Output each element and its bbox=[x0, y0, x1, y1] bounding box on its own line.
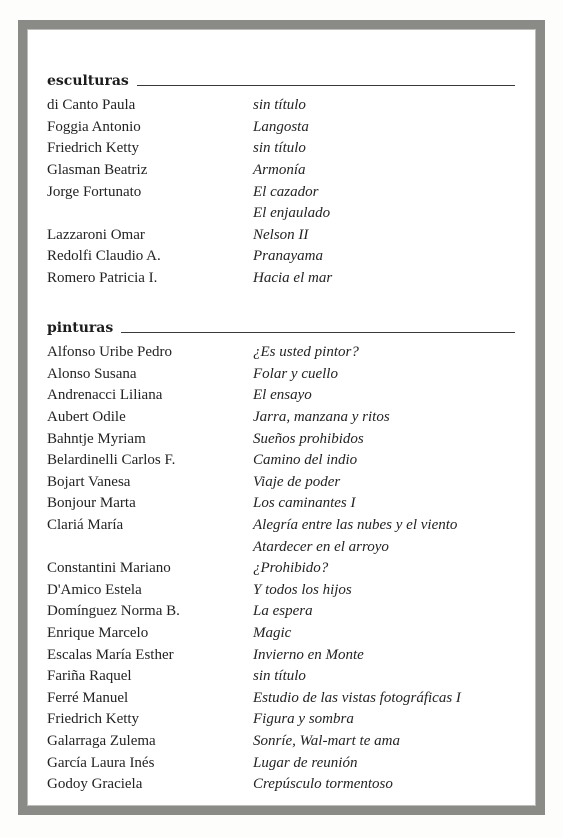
artist-name: Alonso Susana bbox=[47, 365, 137, 382]
entry-row bbox=[47, 117, 515, 139]
entry-row bbox=[47, 364, 515, 386]
section-title: esculturas bbox=[47, 73, 129, 89]
artist-name: Lazzaroni Omar bbox=[47, 226, 145, 243]
artist-name: García Laura Inés bbox=[47, 754, 155, 771]
section-header bbox=[47, 73, 515, 89]
artist-name: Aubert Odile bbox=[47, 409, 126, 426]
artwork-title: Langosta bbox=[253, 118, 309, 135]
entry-row bbox=[47, 536, 515, 558]
entry-list bbox=[47, 95, 515, 289]
entry-row bbox=[47, 601, 515, 623]
entry-row bbox=[47, 138, 515, 160]
artwork-title: Magic bbox=[253, 625, 292, 642]
artist-name: Foggia Antonio bbox=[47, 118, 141, 135]
artwork-title: Crepúsculo tormentoso bbox=[253, 776, 393, 793]
artist-name: D'Amico Estela bbox=[47, 581, 142, 598]
artist-name: Domínguez Norma B. bbox=[47, 603, 180, 620]
artwork-title: ¿Prohibido? bbox=[253, 560, 329, 577]
artwork-title: Atardecer en el arroyo bbox=[253, 538, 389, 555]
artist-name: Godoy Graciela bbox=[47, 776, 143, 793]
artwork-title: Folar y cuello bbox=[253, 365, 338, 382]
entry-row bbox=[47, 203, 515, 225]
section-divider bbox=[121, 332, 515, 333]
artist-name: Romero Patricia I. bbox=[47, 270, 158, 287]
artwork-title: Jarra, manzana y ritos bbox=[253, 409, 390, 426]
artist-name: Ferré Manuel bbox=[47, 689, 129, 706]
entry-row bbox=[47, 515, 515, 537]
entry-row bbox=[47, 752, 515, 774]
artist-name: Friedrich Ketty bbox=[47, 711, 140, 728]
entry-row bbox=[47, 774, 515, 796]
entry-row bbox=[47, 580, 515, 602]
artist-name: di Canto Paula bbox=[47, 97, 136, 114]
artwork-title: Sonríe, Wal-mart te ama bbox=[253, 732, 400, 749]
entry-row bbox=[47, 450, 515, 472]
entry-row bbox=[47, 407, 515, 429]
entry-row bbox=[47, 493, 515, 515]
artist-name: Alfonso Uribe Pedro bbox=[47, 344, 172, 361]
artwork-title: ¿Es usted pintor? bbox=[253, 344, 359, 361]
section-pinturas bbox=[47, 320, 515, 795]
entry-row bbox=[47, 428, 515, 450]
entry-row bbox=[47, 160, 515, 182]
artist-name: Belardinelli Carlos F. bbox=[47, 452, 176, 469]
artwork-title: Nelson II bbox=[253, 226, 309, 243]
artwork-title: Y todos los hijos bbox=[253, 581, 352, 598]
artwork-title: Los caminantes I bbox=[253, 495, 356, 512]
artist-name: Bahntje Myriam bbox=[47, 430, 146, 447]
entry-row bbox=[47, 246, 515, 268]
artist-name: Jorge Fortunato bbox=[47, 183, 142, 200]
entry-row bbox=[47, 688, 515, 710]
section-title: pinturas bbox=[47, 320, 114, 336]
entry-row bbox=[47, 385, 515, 407]
entry-row bbox=[47, 644, 515, 666]
entry-row bbox=[47, 472, 515, 494]
entry-row bbox=[47, 623, 515, 645]
artist-name: Galarraga Zulema bbox=[47, 732, 156, 749]
section-esculturas bbox=[47, 73, 515, 289]
entry-row bbox=[47, 181, 515, 203]
entry-row bbox=[47, 731, 515, 753]
entry-list bbox=[47, 342, 515, 795]
artist-name: Escalas María Esther bbox=[47, 646, 174, 663]
artist-name: Friedrich Ketty bbox=[47, 140, 140, 157]
artwork-title: El enjaulado bbox=[253, 205, 331, 222]
artwork-title: sin título bbox=[253, 97, 306, 114]
entry-row bbox=[47, 558, 515, 580]
artwork-title: Armonía bbox=[253, 162, 306, 179]
entry-row bbox=[47, 666, 515, 688]
catalog-page bbox=[18, 20, 545, 815]
artwork-title: El cazador bbox=[253, 183, 319, 200]
artist-name: Constantini Mariano bbox=[47, 560, 171, 577]
artwork-title: Alegría entre las nubes y el viento bbox=[253, 517, 458, 534]
entry-row bbox=[47, 342, 515, 364]
entry-row bbox=[47, 225, 515, 247]
artist-name: Andrenacci Liliana bbox=[47, 387, 163, 404]
entry-row bbox=[47, 268, 515, 290]
section-divider bbox=[137, 85, 515, 86]
artwork-title: Lugar de reunión bbox=[253, 754, 358, 771]
artwork-title: Hacia el mar bbox=[253, 270, 333, 287]
artwork-title: Invierno en Monte bbox=[253, 646, 364, 663]
artist-name: Bojart Vanesa bbox=[47, 473, 131, 490]
section-header bbox=[47, 320, 515, 336]
artwork-title: Estudio de las vistas fotográficas I bbox=[253, 689, 461, 706]
artwork-title: sin título bbox=[253, 140, 306, 157]
entry-row bbox=[47, 709, 515, 731]
entry-row bbox=[47, 95, 515, 117]
artist-name: Bonjour Marta bbox=[47, 495, 136, 512]
artist-name: Redolfi Claudio A. bbox=[47, 248, 161, 265]
artist-name: Clariá María bbox=[47, 517, 124, 534]
artwork-title: El ensayo bbox=[253, 387, 312, 404]
artist-name: Glasman Beatriz bbox=[47, 162, 148, 179]
artwork-title: sin título bbox=[253, 668, 306, 685]
artwork-title: Pranayama bbox=[253, 248, 323, 265]
artist-name: Enrique Marcelo bbox=[47, 625, 149, 642]
artwork-title: La espera bbox=[253, 603, 313, 620]
artwork-title: Figura y sombra bbox=[253, 711, 354, 728]
artwork-title: Sueños prohibidos bbox=[253, 430, 364, 447]
artwork-title: Viaje de poder bbox=[253, 473, 341, 490]
artwork-title: Camino del indio bbox=[253, 452, 358, 469]
artist-name: Fariña Raquel bbox=[47, 668, 132, 685]
